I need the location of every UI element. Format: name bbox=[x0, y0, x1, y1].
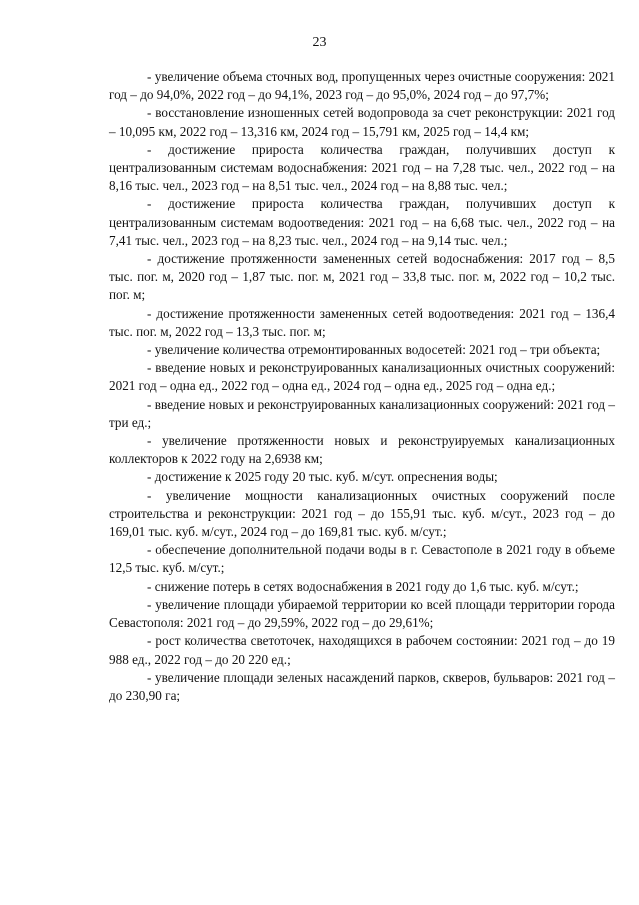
paragraph-13: - обеспечение дополнительной подачи воды в г. Севастополе в 2021 году в объеме 12,5 тыс. куб. м/сут.; bbox=[109, 542, 615, 576]
paragraph-1: - увеличение объема сточных вод, пропущенных через очистные сооружения: 2021 год – до 94,0%, 2022 год – до 94,1%, 2023 год – до 95,0%, 2024 год – до 97,7%; bbox=[109, 69, 615, 103]
paragraph-11: - достижение к 2025 году 20 тыс. куб. м/сут. опреснения воды; bbox=[147, 469, 498, 485]
paragraph-10: - увеличение протяженности новых и реконструируемых канализационных коллекторов к 2022 году на 2,6938 км; bbox=[109, 433, 615, 467]
page-number: 23 bbox=[312, 35, 327, 50]
paragraph-6: - достижение протяженности замененных сетей водоотведения: 2021 год – 136,4 тыс. пог. м, 2022 год – 13,3 тыс. пог. м; bbox=[109, 305, 615, 339]
paragraph-5: - достижение протяженности замененных сетей водоснабжения: 2017 год – 8,5 тыс. пог. м, 2020 год – 1,87 тыс. пог. м, 2021 год – 33,8 тыс. пог. м, 2022 год – 10,2 тыс. пог. м; bbox=[109, 251, 615, 303]
paragraph-17: - увеличение площади зеленых насаждений парков, скверов, бульваров: 2021 год – до 230,90 га; bbox=[109, 669, 615, 703]
paragraph-2: - восстановление изношенных сетей водопровода за счет реконструкции: 2021 год – 10,095 км, 2022 год – 13,316 км, 2024 год – 15,791 км, 2025 год – 14,4 км; bbox=[109, 105, 615, 139]
paragraph-16: - рост количества светоточек, находящихся в рабочем состоянии: 2021 год – до 19 988 ед., 2022 год – до 20 220 ед.; bbox=[109, 633, 615, 667]
paragraph-8: - введение новых и реконструированных канализационных очистных сооружений: 2021 год – одна ед., 2022 год – одна ед., 2024 год – одна ед., 2025 год – одна ед.; bbox=[109, 360, 615, 394]
paragraph-7: - увеличение количества отремонтированных водосетей: 2021 год – три объекта; bbox=[147, 342, 601, 358]
document-body bbox=[109, 68, 615, 705]
paragraph-12: - увеличение мощности канализационных очистных сооружений после строительства и реконструкции: 2021 год – до 155,91 тыс. куб. м/сут., 2023 год – до 169,01 тыс. куб. м/сут., 2024 год – до 169,81 тыс. куб. м/сут.; bbox=[109, 487, 615, 540]
paragraph-14: - снижение потерь в сетях водоснабжения в 2021 году до 1,6 тыс. куб. м/сут.; bbox=[147, 578, 579, 594]
paragraph-9: - введение новых и реконструированных канализационных сооружений: 2021 год – три ед.; bbox=[109, 396, 615, 430]
paragraph-3: - достижение прироста количества граждан, получивших доступ к централизованным системам водоснабжения: 2021 год – на 7,28 тыс. чел., 2022 год – на 8,16 тыс. чел., 2023 год – на 8,51 тыс. чел., 2024 год – на 8,88 тыс. чел.; bbox=[109, 141, 615, 194]
paragraph-15: - увеличение площади убираемой территории ко всей площади территории города Севастополя: 2021 год – до 29,59%, 2022 год – до 29,61%; bbox=[109, 596, 615, 631]
paragraph-4: - достижение прироста количества граждан, получивших доступ к централизованным системам водоотведения: 2021 год – на 6,68 тыс. чел., 2022 год – на 7,41 тыс. чел., 2023 год – на 8,23 тыс. чел., 2024 год – на 9,14 тыс. чел.; bbox=[109, 196, 615, 248]
